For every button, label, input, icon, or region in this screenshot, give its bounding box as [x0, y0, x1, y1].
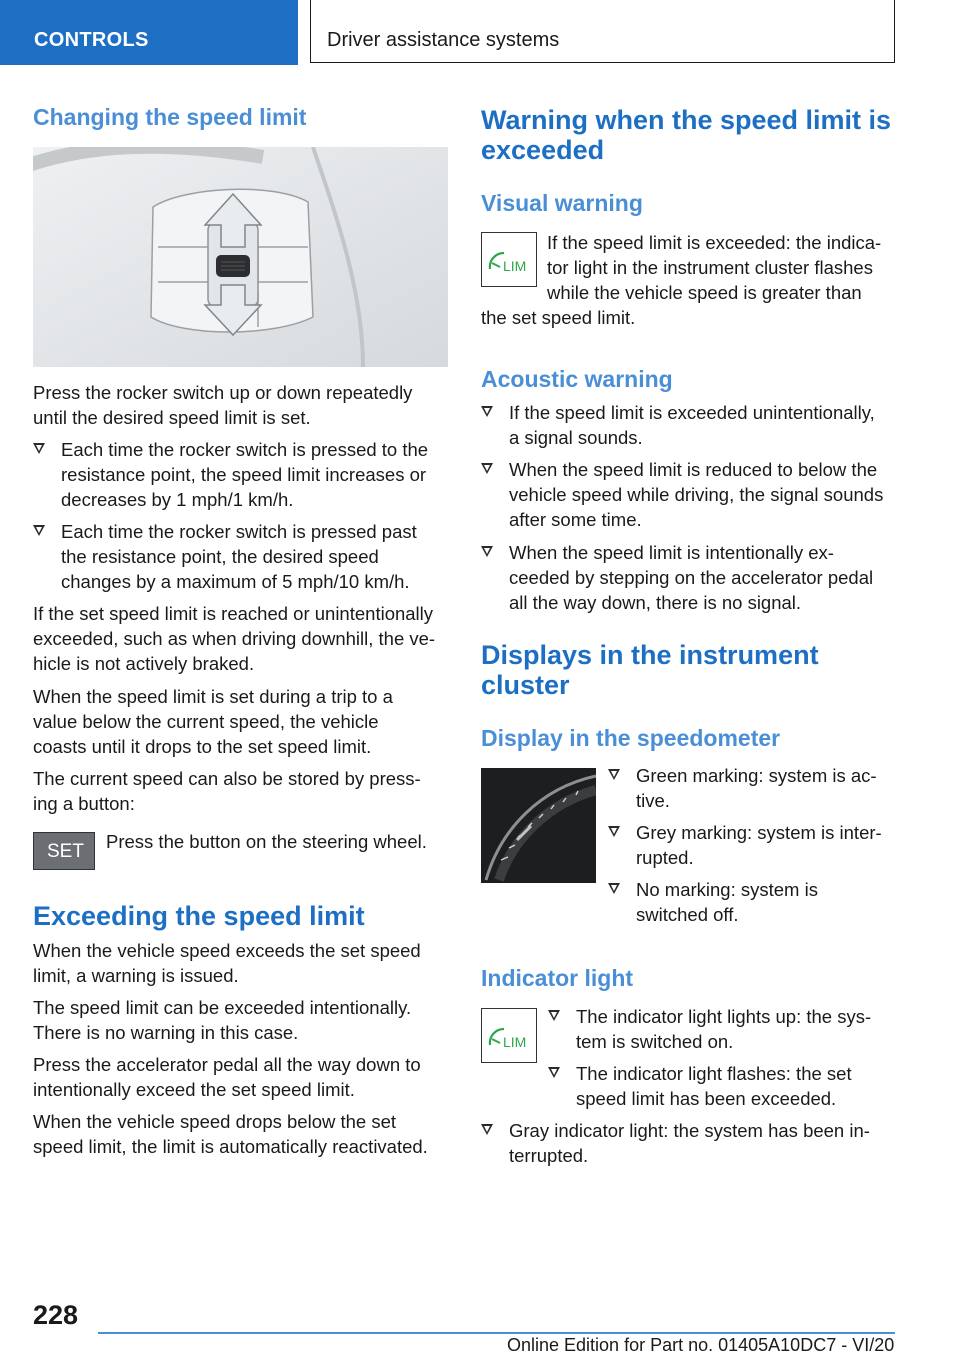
- bullet-triangle-icon: [548, 1067, 560, 1078]
- heading-visual-warning: Visual warning: [481, 190, 643, 216]
- heading-displays-instrument-cluster: Displays in the instrument cluster: [481, 640, 819, 700]
- bullet-triangle-icon: [481, 1124, 493, 1135]
- bullet-triangle-icon: [548, 1010, 560, 1021]
- rocker-switch-image: [33, 147, 448, 367]
- paragraph-intentional: The speed limit can be exceeded intentionally. There is no warning in this case.: [33, 997, 412, 1043]
- visual-warning-text: If the speed limit is exceeded: the indica- tor light in the instrument cluster flashes while the vehicle speed is greater than: [547, 232, 882, 303]
- visual-warning-text-end: the set speed limit.: [481, 307, 636, 328]
- paragraph-reactivated: When the vehicle speed drops below the set speed limit, the limit is automatically reactivated.: [33, 1111, 428, 1157]
- speedometer-illustration: [481, 768, 596, 883]
- heading-display-speedometer: Display in the speedometer: [481, 725, 781, 751]
- lim-indicator-icon: [481, 232, 537, 287]
- paragraph-store-speed: The current speed can also be stored by press- ing a button:: [33, 768, 421, 814]
- paragraph-not-braked: If the set speed limit is reached or unintentionally exceeded, such as when driving downhill, the ve- hicle is not actively braked.: [33, 603, 436, 674]
- lim-indicator-icon: [481, 1008, 537, 1063]
- heading-indicator-light: Indicator light: [481, 965, 634, 991]
- bullet-triangle-icon: [481, 406, 493, 417]
- bullet-triangle-icon: [481, 463, 493, 474]
- heading-exceeding-speed-limit: Exceeding the speed limit: [33, 901, 365, 931]
- svg-text:LIM: LIM: [503, 1034, 527, 1050]
- paragraph-warning-issued: When the vehicle speed exceeds the set speed limit, a warning is issued.: [33, 940, 421, 986]
- bullet-triangle-icon: [608, 769, 620, 780]
- heading-changing-speed-limit: Changing the speed limit: [33, 104, 307, 130]
- footer-rule: [98, 1332, 895, 1334]
- section-title: CONTROLS: [34, 29, 149, 51]
- bullet-triangle-icon: [33, 443, 45, 454]
- page-number: 228: [33, 1300, 79, 1330]
- set-button-icon: SET: [33, 832, 95, 870]
- bullet-triangle-icon: [608, 826, 620, 837]
- set-button-text: Press the button on the steering wheel.: [106, 831, 427, 852]
- footer-edition: Online Edition for Part no. 01405A10DC7 - VI/20: [507, 1335, 895, 1355]
- chapter-title: Driver assistance systems: [327, 29, 560, 51]
- paragraph-accelerator: Press the accelerator pedal all the way down to intentionally exceed the set speed limit.: [33, 1054, 421, 1100]
- heading-warning-exceeded: Warning when the speed limit is exceeded: [481, 105, 892, 165]
- paragraph-rocker: Press the rocker switch up or down repeatedly until the desired speed limit is set.: [33, 382, 413, 428]
- paragraph-coasts: When the speed limit is set during a trip to a value below the current speed, the vehicle coasts until it drops to the set speed limit.: [33, 686, 393, 757]
- section-tab: [0, 0, 298, 65]
- chapter-box: [310, 0, 895, 63]
- bullet-triangle-icon: [33, 525, 45, 536]
- bullet-triangle-icon: [481, 546, 493, 557]
- heading-acoustic-warning: Acoustic warning: [481, 366, 673, 392]
- steering-wheel-illustration: [33, 147, 448, 367]
- bullet-triangle-icon: [608, 883, 620, 894]
- speedometer-image: [481, 768, 596, 883]
- svg-text:LIM: LIM: [503, 258, 527, 274]
